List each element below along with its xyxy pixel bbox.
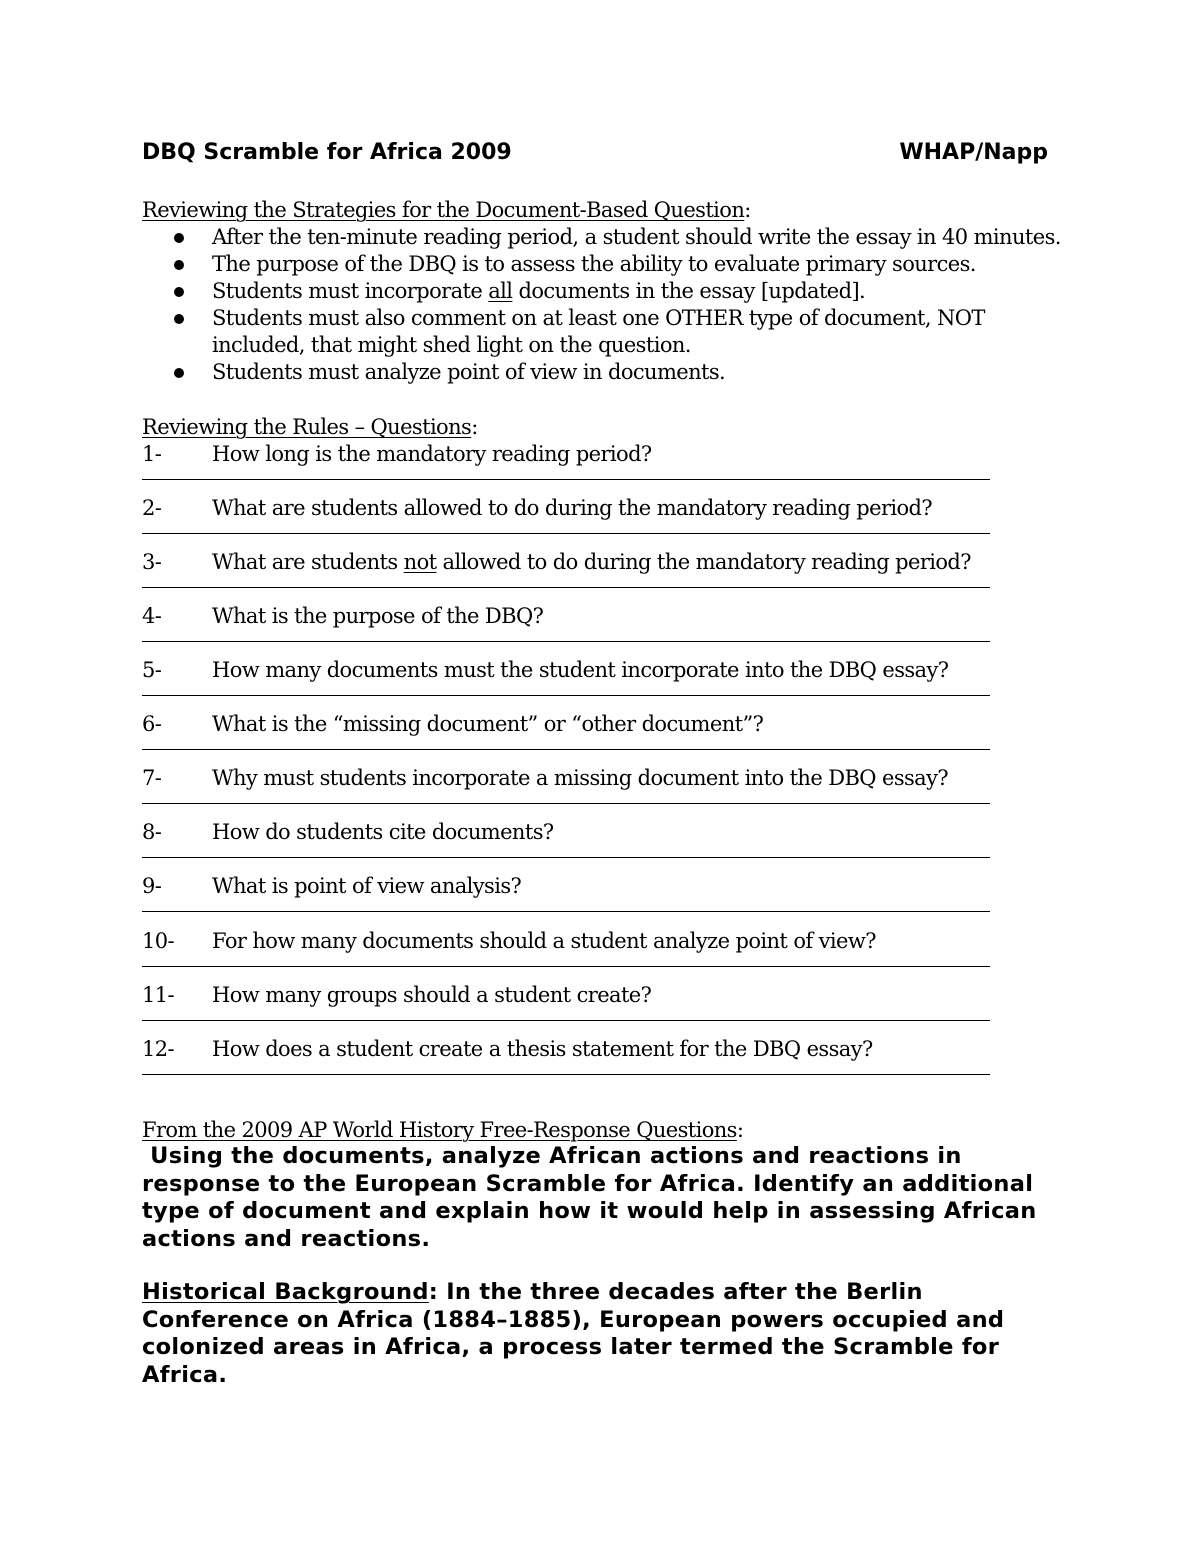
frq-heading-colon: : — [736, 1118, 744, 1142]
strategy-bullet — [142, 305, 1062, 359]
question-item — [142, 873, 990, 913]
question-text — [212, 549, 971, 576]
question-number: 10- — [142, 929, 175, 953]
strategy-bullet — [142, 251, 1062, 278]
essay-prompt: Using the documents, analyze African actions and reactions in response to the European Scramble for Africa. Identify an additional type of document and explain how it would help in assessing African actions and reactions. — [142, 1143, 1037, 1252]
question-number: 1- — [142, 442, 162, 466]
question-item — [142, 819, 990, 859]
answer-line — [142, 641, 990, 642]
question-number: 9- — [142, 874, 162, 898]
question-item — [142, 549, 990, 589]
question-item — [142, 1036, 990, 1076]
strategy-bullet — [142, 359, 1062, 386]
bullet-icon — [174, 314, 184, 324]
strategy-text: The purpose of the DBQ is to assess the ability to evaluate primary sources. — [212, 252, 976, 276]
question-text: How does a student create a thesis statement for the DBQ essay? — [212, 1037, 873, 1061]
answer-line — [142, 587, 990, 588]
question-number: 4- — [142, 604, 162, 628]
strategy-bullet — [142, 224, 1062, 251]
question-number: 3- — [142, 550, 162, 574]
question-item — [142, 765, 990, 805]
question-text: How many groups should a student create? — [212, 983, 652, 1007]
question-number: 5- — [142, 658, 162, 682]
question-text: What is point of view analysis? — [212, 874, 522, 898]
answer-line — [142, 1074, 990, 1075]
strategies-heading-colon: : — [744, 198, 751, 222]
question-text-underlined: not — [403, 550, 437, 574]
background-text: In the three decades after the Berlin Conference on Africa (1884–1885), European powers occupied and colonized areas in Africa, a process later termed the Scramble for Africa. — [142, 1279, 1005, 1388]
answer-line — [142, 533, 990, 534]
strategy-text: Students must analyze point of view in documents. — [212, 360, 726, 384]
strategies-list — [142, 224, 1062, 386]
question-item — [142, 657, 990, 697]
course-author: WHAP/Napp — [899, 140, 1048, 165]
question-item — [142, 603, 990, 643]
question-text-pre: What are students — [212, 550, 404, 574]
question-number: 7- — [142, 766, 162, 790]
answer-line — [142, 695, 990, 696]
frq-heading-text: From the 2009 AP World History Free-Response Questions — [142, 1118, 737, 1142]
bullet-icon — [174, 368, 184, 378]
rules-heading-text: Reviewing the Rules – Questions — [142, 415, 472, 439]
answer-line — [142, 803, 990, 804]
strategy-text-post: documents in the essay [updated]. — [512, 279, 866, 303]
question-text: What are students allowed to do during the mandatory reading period? — [212, 496, 933, 520]
question-number: 11- — [142, 983, 175, 1007]
bullet-icon — [174, 233, 184, 243]
question-item — [142, 495, 990, 535]
question-item — [142, 711, 990, 751]
bullet-icon — [174, 260, 184, 270]
bullet-icon — [174, 287, 184, 297]
answer-line — [142, 966, 990, 967]
question-text: What is the “missing document” or “other document”? — [212, 712, 764, 736]
question-text: How many documents must the student incorporate into the DBQ essay? — [212, 658, 949, 682]
rules-heading-colon: : — [471, 415, 478, 439]
question-text-post: allowed to do during the mandatory reading period? — [436, 550, 971, 574]
background-label-colon: : — [428, 1279, 439, 1305]
question-number: 6- — [142, 712, 162, 736]
strategy-text: Students must also comment on at least one OTHER type of document, NOT included, that might shed light on the question. — [212, 306, 985, 357]
answer-line — [142, 857, 990, 858]
answer-line — [142, 479, 990, 480]
question-text: Why must students incorporate a missing document into the DBQ essay? — [212, 766, 949, 790]
question-text: How long is the mandatory reading period? — [212, 442, 652, 466]
question-text: How do students cite documents? — [212, 820, 554, 844]
question-item — [142, 982, 990, 1022]
question-text: For how many documents should a student analyze point of view? — [212, 929, 876, 953]
question-number: 12- — [142, 1037, 175, 1061]
page-header — [142, 140, 1048, 174]
answer-line — [142, 749, 990, 750]
strategy-bullet — [142, 278, 1062, 305]
question-number: 2- — [142, 496, 162, 520]
rules-heading — [142, 414, 478, 441]
question-item — [142, 441, 990, 481]
frq-heading — [142, 1117, 743, 1144]
question-item — [142, 928, 990, 968]
background-label: Historical Background — [142, 1279, 429, 1305]
question-text: What is the purpose of the DBQ? — [212, 604, 544, 628]
answer-line — [142, 1020, 990, 1021]
answer-line — [142, 911, 990, 912]
strategy-text-underlined: all — [488, 279, 513, 303]
historical-background — [142, 1279, 1042, 1389]
strategy-text-pre: Students must incorporate — [212, 279, 489, 303]
strategies-heading-text: Reviewing the Strategies for the Document-Based Question — [142, 198, 745, 222]
strategies-heading — [142, 197, 751, 224]
worksheet-title: DBQ Scramble for Africa 2009 — [142, 140, 512, 165]
question-number: 8- — [142, 820, 162, 844]
strategy-text: After the ten-minute reading period, a student should write the essay in 40 minutes. — [212, 225, 1061, 249]
